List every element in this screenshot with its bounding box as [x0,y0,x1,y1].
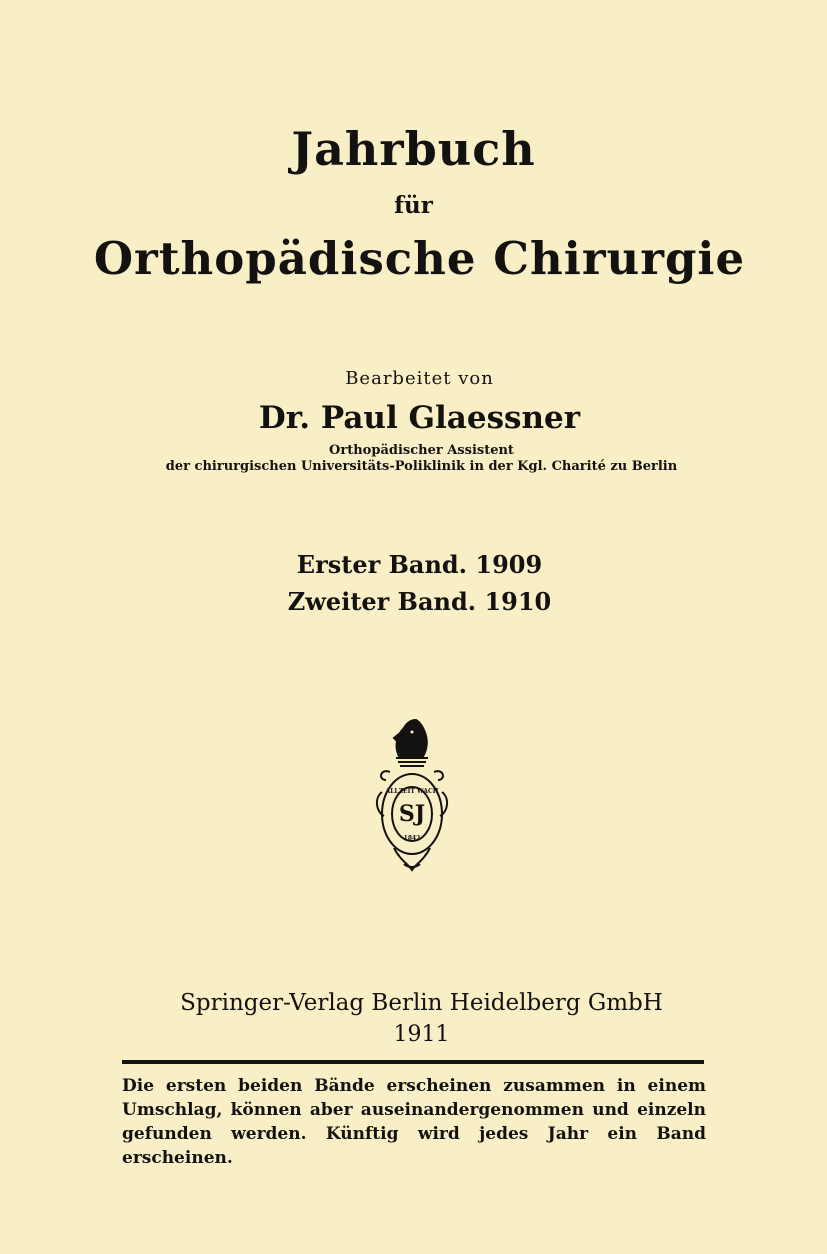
springer-horse-emblem-icon [360,714,464,874]
publisher-name: Springer-Verlag Berlin Heidelberg GmbH [180,990,663,1016]
publication-year: 1911 [393,1022,450,1047]
edited-by-label: Bearbeitet von [345,368,494,389]
logo-initials: SJ [398,801,426,827]
title-line-2: für [394,192,433,219]
title-line-3: Orthopädische Chirurgie [93,232,746,285]
title-line-1: Jahrbuch [291,122,536,176]
volume-first: Erster Band. 1909 [296,550,543,579]
logo-year: 1842 [403,835,421,842]
divider-rule [122,1060,704,1064]
logo-motto: ALLZEIT WACH [385,788,439,795]
author-name: Dr. Paul Glaessner [258,400,581,436]
publication-note: Die ersten beiden Bände erscheinen zusammen in einem Umschlag, können aber auseinandergenommen und einzeln gefunden werden. Künftig wird jedes Jahr ein Band erscheinen. [122,1076,706,1168]
author-role: Orthopädischer Assistent [329,443,514,458]
author-affiliation: der chirurgischen Universitäts-Poliklinik in der Kgl. Charité zu Berlin [165,459,678,474]
volume-second: Zweiter Band. 1910 [287,587,552,616]
